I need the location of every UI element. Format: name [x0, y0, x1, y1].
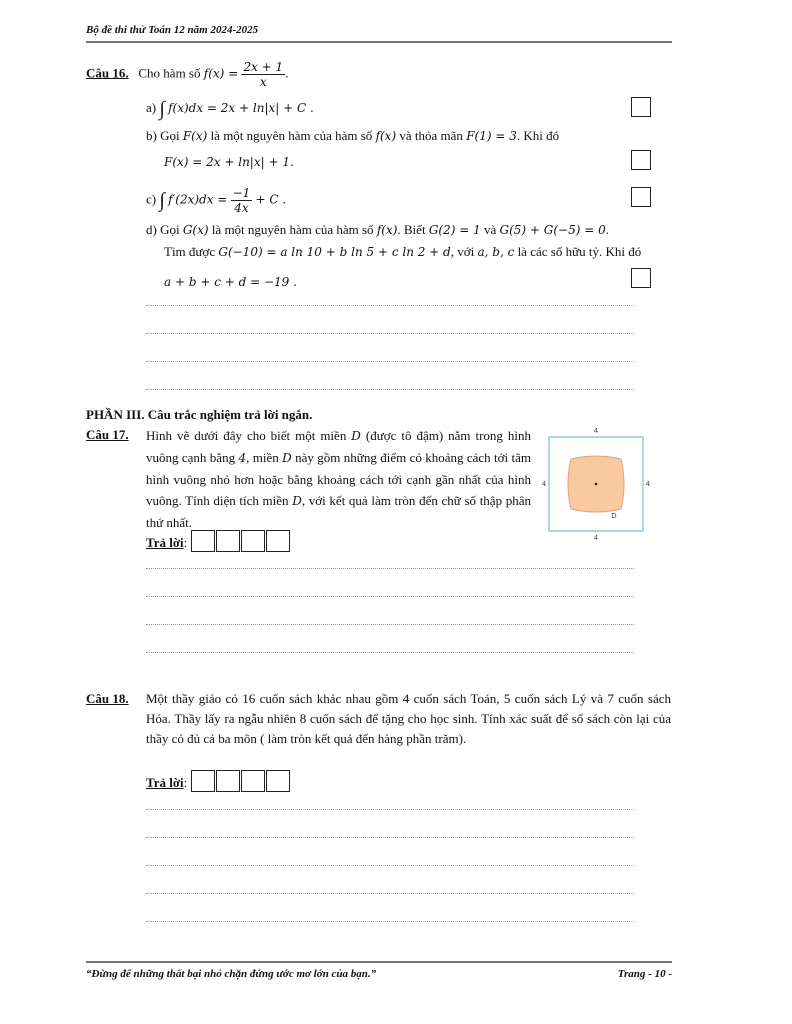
true-false-box-a[interactable]	[631, 97, 651, 117]
answer-line	[146, 568, 634, 569]
statement-b-f: f(x)	[375, 129, 397, 143]
function-def: f(x) =	[203, 66, 239, 81]
question-16-stem: Câu 16. Cho hàm số f(x) = $\frac{2x + 1}{x}$ .	[86, 60, 289, 89]
answer-line	[146, 389, 634, 390]
footer-quote: “Đừng để những thất bại nhỏ chặn đứng ước mơ lớn của bạn.”	[86, 968, 377, 980]
true-false-box-b[interactable]	[631, 150, 651, 170]
q17-text1: Hình vẽ dưới đây cho biết một miền	[146, 428, 347, 443]
statement-d-cond2: G(5) + G(−5) = 0	[499, 223, 606, 237]
statement-b-text1: Gọi	[160, 128, 180, 143]
answer-cell[interactable]	[266, 770, 290, 792]
footer-rule	[86, 961, 672, 963]
page-number: Trang - 10 -	[617, 968, 672, 980]
statement-a	[146, 98, 314, 119]
answer-line	[146, 921, 634, 922]
statement-b-text4: . Khi đó	[516, 128, 560, 143]
statement-b-F: F(x)	[182, 129, 208, 143]
answer-cell[interactable]	[191, 770, 215, 792]
statement-b	[146, 126, 559, 146]
q17-answer-row: Trả lời:	[146, 530, 291, 558]
statement-c-label: c)	[146, 191, 157, 207]
answer-line	[146, 893, 634, 894]
answer-line	[146, 865, 634, 866]
section-title: PHẦN III. Câu trắc nghiệm trả lời ngắn.	[86, 407, 313, 422]
figure-label-region: D	[611, 512, 617, 520]
statement-d	[146, 220, 676, 240]
answer-cell[interactable]	[191, 530, 215, 552]
statement-d-line2e: là các số hữu tỷ. Khi đó	[517, 244, 642, 259]
statement-d-text5: .	[605, 222, 609, 237]
figure-label-right: 4	[645, 480, 651, 488]
q17-D3: D	[292, 494, 302, 508]
statement-a-expr: f(x)dx = 2x + ln|x| + C .	[168, 101, 314, 115]
q17-text5: , với kết quả làm tròn đến chữ số thập phân thứ nhất.	[146, 493, 532, 530]
fraction-numerator: 2x + 1	[243, 60, 284, 74]
figure-label-bottom: 4	[593, 534, 599, 542]
q17-four: 4	[238, 451, 247, 465]
statement-b-cond: F(1) = 3	[466, 129, 517, 143]
fraction-denominator: 4x	[234, 201, 249, 215]
statement-d-cond1: G(2) = 1	[428, 223, 481, 237]
answer-line	[146, 624, 634, 625]
question-16-intro: Cho hàm số	[138, 65, 201, 81]
statement-c-expr2: + C .	[255, 192, 287, 207]
q18-answer-row: Trả lời:	[146, 770, 291, 798]
answer-cell[interactable]	[216, 530, 240, 552]
square-center-dot	[595, 483, 598, 486]
statement-d-line2b: G(−10) = a ln 10 + b ln 5 + c ln 2 + d	[218, 245, 451, 259]
answer-cell[interactable]	[266, 530, 290, 552]
statement-d-line2a: Tìm được	[164, 244, 216, 259]
integral-sign: ∫	[159, 98, 165, 121]
q17-text4: này gồm những điểm có khoảng cách tới tâm hình vuông nhỏ hơn hoặc bằng khoảng cách tới cạnh gần nhất của hình vuông. Tính diện tích miền	[146, 450, 532, 508]
q17-text2: (được tô đậm) nằm trong hình vuông cạnh bằng	[146, 428, 532, 465]
fraction-denominator: x	[259, 75, 267, 89]
function-fraction	[241, 60, 285, 89]
square-region-figure	[538, 422, 656, 542]
q17-answer-label: Trả lời	[146, 534, 184, 550]
statement-d-line2c: , với	[450, 244, 475, 259]
answer-cell[interactable]	[241, 770, 265, 792]
statement-c-fraction	[231, 186, 253, 215]
true-false-box-d[interactable]	[631, 268, 651, 288]
answer-line	[146, 361, 634, 362]
figure-label-left: 4	[541, 480, 547, 488]
statement-c-expr1: f′(2x)dx =	[168, 192, 228, 207]
answer-line	[146, 596, 634, 597]
statement-d-f: f(x)	[376, 223, 398, 237]
q17-D2: D	[282, 451, 292, 465]
statement-d-line3-expr: a + b + c + d = −19 .	[164, 275, 297, 289]
statement-b-label: b)	[146, 128, 157, 143]
statement-b-line2	[164, 152, 294, 172]
question-17-label: Câu 17.	[86, 427, 129, 442]
question-16-label: Câu 16.	[86, 65, 129, 81]
question-17-text	[146, 425, 531, 533]
statement-d-G: G(x)	[182, 223, 209, 237]
statement-d-line2	[164, 242, 674, 262]
integral-sign: ∫	[159, 189, 165, 212]
answer-line	[146, 809, 634, 810]
answer-line	[146, 837, 634, 838]
answer-cell[interactable]	[216, 770, 240, 792]
statement-d-label: d)	[146, 222, 157, 237]
answer-line	[146, 652, 634, 653]
statement-d-text1: Gọi	[160, 222, 180, 237]
q17-D1: D	[351, 429, 361, 443]
statement-d-text3: . Biết	[397, 222, 426, 237]
statement-d-line3	[164, 272, 297, 292]
answer-cell[interactable]	[241, 530, 265, 552]
fraction-numerator: −1	[232, 186, 251, 200]
question-18-label: Câu 18.	[86, 691, 129, 706]
statement-b-text3: và thỏa mãn	[399, 128, 463, 143]
page-header: Bộ đề thi thử Toán 12 năm 2024-2025	[86, 24, 259, 36]
statement-d-text4: và	[483, 222, 497, 237]
statement-a-label: a)	[146, 100, 157, 115]
q18-answer-cells	[191, 770, 291, 798]
statement-d-line2d: a, b, c	[477, 245, 515, 259]
statement-c	[146, 186, 286, 215]
question-18-text: Một thầy giáo có 16 cuốn sách khác nhau gồm 4 cuốn sách Toán, 5 cuốn sách Lý và 7 cuốn sách Hóa. Thầy lấy ra ngẫu nhiên 8 cuốn sách để tặng cho học sinh. Tính xác suất để số sách còn lại của thầy có đủ cả ba môn ( làm tròn kết quả đến hàng phần trăm).	[146, 691, 671, 746]
q17-text3: , miền	[246, 450, 279, 465]
q17-answer-cells	[191, 530, 291, 558]
answer-line	[146, 305, 634, 306]
statement-b-text2: là một nguyên hàm của hàm số	[210, 128, 373, 143]
header-rule	[86, 41, 672, 43]
statement-b-line2-expr: F(x) = 2x + ln|x| + 1.	[164, 155, 294, 169]
statement-d-text2: là một nguyên hàm của hàm số	[211, 222, 374, 237]
answer-line	[146, 333, 634, 334]
q18-answer-label: Trả lời	[146, 774, 184, 790]
figure-label-top: 4	[593, 427, 599, 435]
true-false-box-c[interactable]	[631, 187, 651, 207]
